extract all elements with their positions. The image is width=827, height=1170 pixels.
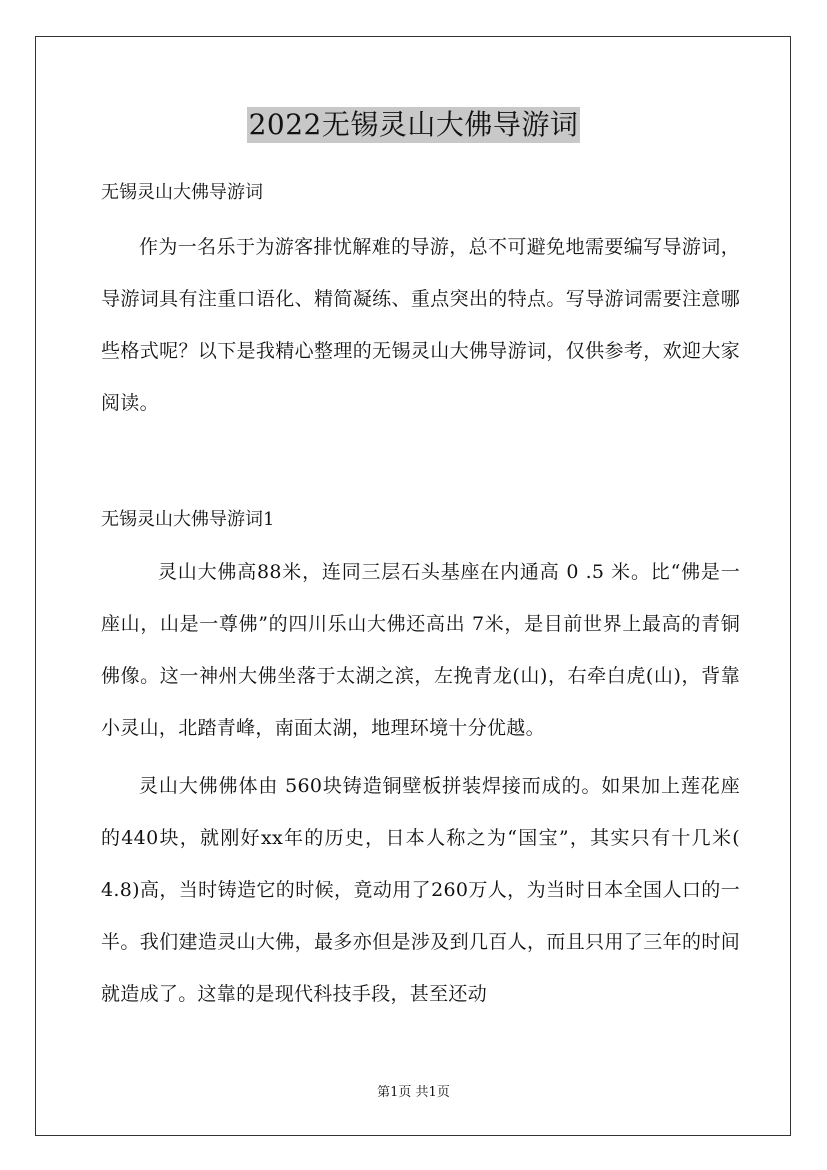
page-footer — [0, 1084, 827, 1102]
section-heading: 无锡灵山大佛导游词1 — [101, 509, 275, 530]
intro-heading: 无锡灵山大佛导游词 — [101, 182, 263, 203]
body-paragraph-1: 灵山大佛高88米，连同三层石头基座在内通高 0 .5 米。比“佛是一座山，山是一尊佛”的四川乐山大佛还高出 7米，是目前世界上最高的青铜佛像。这一神州大佛坐落于太湖之滨，左挽青龙(山)，右牵白虎(山)，背靠小灵山，北踏青峰，南面太湖，地理环境十分优越。 — [101, 561, 740, 739]
page-number-label: 第1页 共1页 — [377, 1085, 450, 1100]
body-paragraph-2: 灵山大佛佛体由 560块铸造铜壁板拼装焊接而成的。如果加上莲花座的440块，就刚好xx年的历史，日本人称之为“国宝”，其实只有十几米( 4.8)高，当时铸造它的时候，竟动用了260万人，为当时日本全国人口的一半。我们建造灵山大佛，最多亦但是涉及到几百人，而且只用了三年的时间就造成了。这靠的是现代科技手段，甚至还动 — [101, 775, 740, 1005]
document-title — [0, 104, 827, 143]
intro-paragraph: 作为一名乐于为游客排忧解难的导游，总不可避免地需要编写导游词，导游词具有注重口语化、精简凝练、重点突出的特点。写导游词需要注意哪些格式呢？以下是我精心整理的无锡灵山大佛导游词，仅供参考，欢迎大家阅读。 — [101, 236, 740, 414]
document-title-text: 2022无锡灵山大佛导游词 — [248, 108, 579, 141]
